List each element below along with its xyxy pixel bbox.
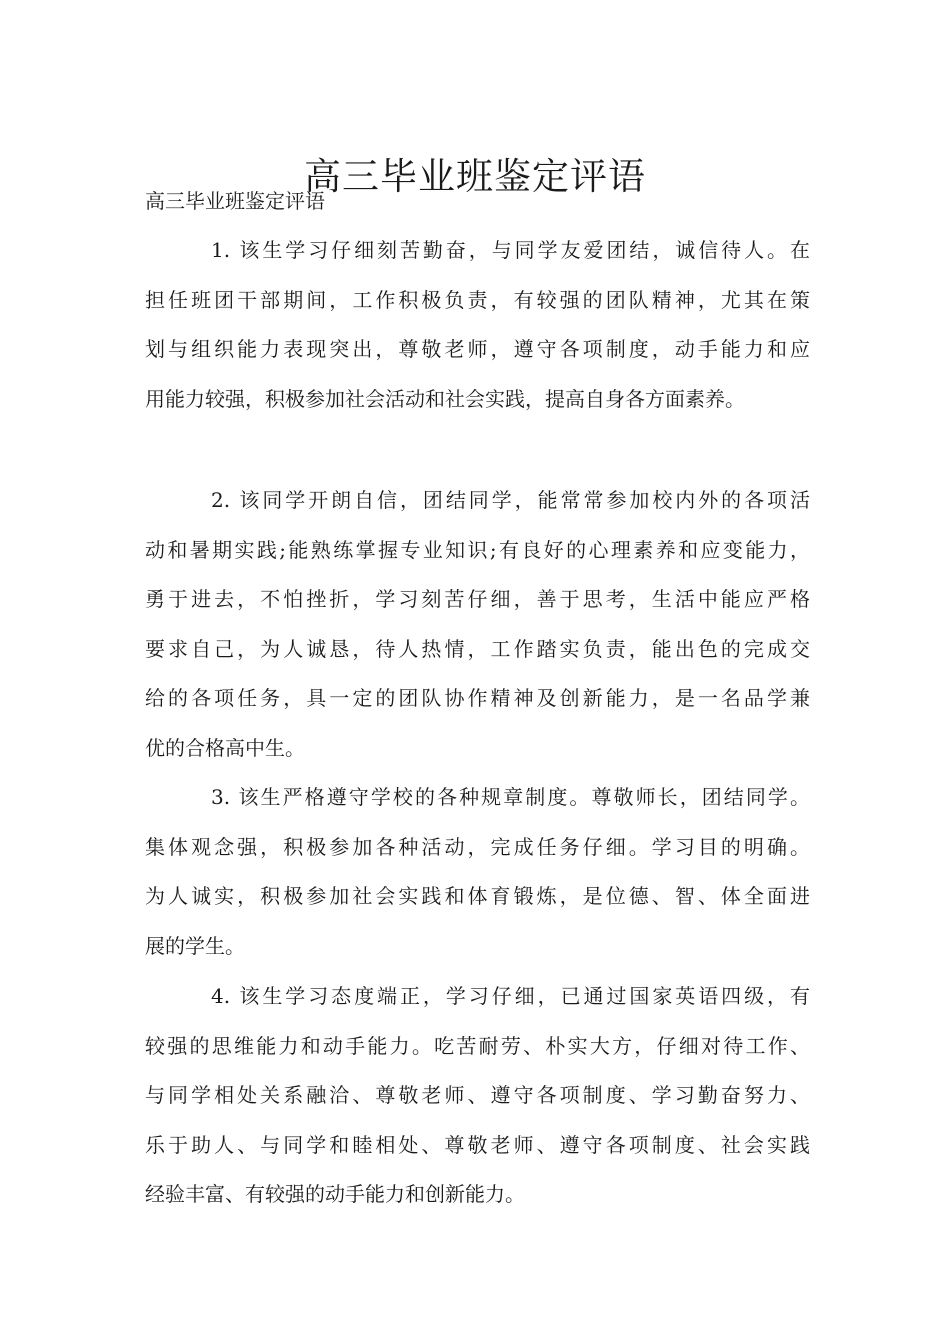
document-subtitle: 高三毕业班鉴定评语 [145, 189, 325, 213]
paragraph-line: 集体观念强，积极参加各种活动，完成任务仔细。学习目的明确。 [145, 834, 810, 859]
evaluation-paragraph-4 [145, 972, 810, 1220]
evaluation-paragraph-3 [145, 773, 810, 971]
paragraph-line: 给的各项任务，具一定的团队协作精神及创新能力，是一名品学兼 [145, 686, 810, 710]
paragraph-line: 用能力较强，积极参加社会活动和社会实践，提高自身各方面素养。 [145, 386, 745, 411]
paragraph-line: 优的合格高中生。 [145, 735, 305, 760]
paragraph-line: 1. 该生学习仔细刻苦勤奋，与同学友爱团结，诚信待人。在 [211, 238, 810, 262]
evaluation-paragraph-2 [145, 476, 810, 773]
paragraph-line: 4. 该生学习态度端正，学习仔细，已通过国家英语四级，有 [211, 984, 810, 1008]
paragraph-line: 要求自己，为人诚恳，待人热情，工作踏实负责，能出色的完成交 [145, 636, 810, 661]
paragraph-line: 展的学生。 [145, 933, 245, 958]
paragraph-line: 划与组织能力表现突出，尊敬老师，遵守各项制度，动手能力和应 [145, 337, 810, 361]
paragraph-line: 动和暑期实践;能熟练掌握专业知识;有良好的心理素养和应变能力， [145, 537, 810, 562]
paragraph-line: 与同学相处关系融洽、尊敬老师、遵守各项制度、学习勤奋努力、 [145, 1083, 810, 1107]
paragraph-line: 勇于进去，不怕挫折，学习刻苦仔细，善于思考，生活中能应严格 [145, 587, 810, 611]
paragraph-line: 较强的思维能力和动手能力。吃苦耐劳、朴实大方，仔细对待工作、 [145, 1033, 810, 1058]
evaluation-paragraph-1 [145, 226, 810, 424]
paragraph-line: 经验丰富、有较强的动手能力和创新能力。 [145, 1182, 525, 1206]
paragraph-line: 为人诚实，积极参加社会实践和体育锻炼，是位德、智、体全面进 [145, 884, 810, 908]
paragraph-line: 乐于助人、与同学和睦相处、尊敬老师、遵守各项制度、社会实践 [145, 1132, 810, 1157]
paragraph-line: 担任班团干部期间，工作积极负责，有较强的团队精神，尤其在策 [145, 287, 810, 312]
paragraph-line: 2. 该同学开朗自信，团结同学，能常常参加校内外的各项活 [211, 488, 810, 512]
document-title: 高三毕业班鉴定评语 [304, 154, 646, 198]
paragraph-line: 3. 该生严格遵守学校的各种规章制度。尊敬师长，团结同学。 [211, 785, 810, 809]
